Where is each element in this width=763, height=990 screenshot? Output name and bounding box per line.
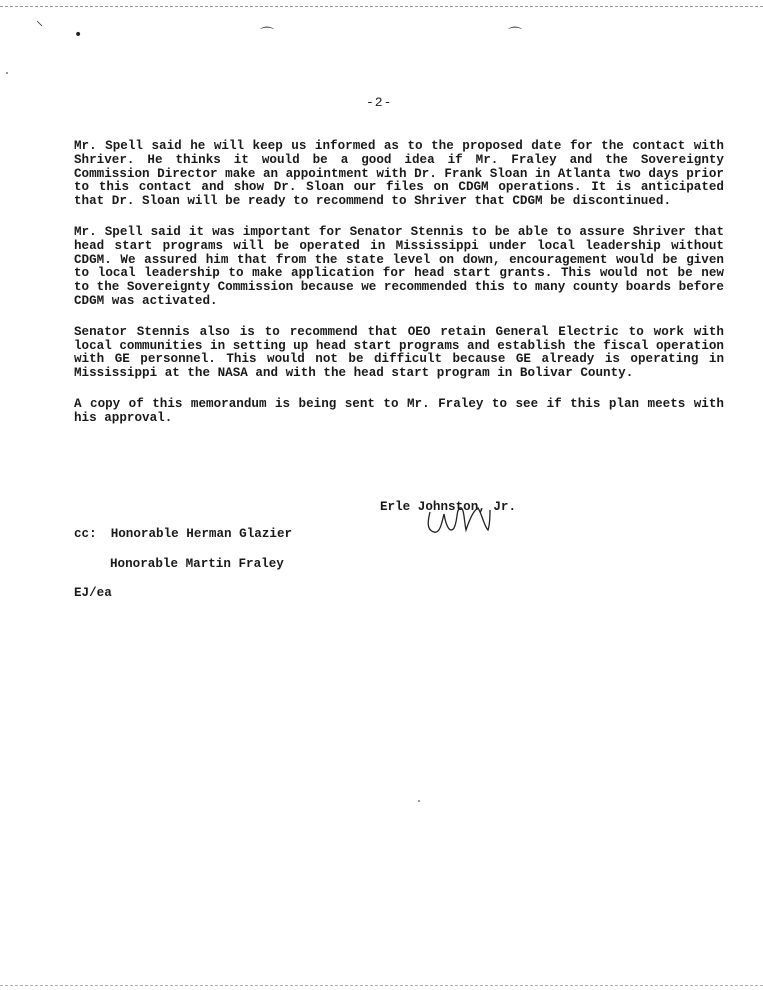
page-number: -2- [366,95,393,110]
cc-recipient: Honorable Martin Fraley [110,557,284,571]
memo-paragraph: A copy of this memorandum is being sent to Mr. Fraley to see if this plan meets with his approval. [74,396,724,425]
cc-row [74,527,292,541]
cc-label: cc: [74,527,97,541]
cc-block [74,527,292,571]
scan-mark: ⸜ [36,13,43,29]
scan-mark: ⌒ [260,27,274,43]
memo-paragraph: Senator Stennis also is to recommend that OEO retain General Electric to work with local communities in setting up head start programs and establish the fiscal operation with GE personnel. This would not be difficult because GE already is operating in Mississippi at the NASA and with the head start program in Bolivar County. [74,324,724,381]
page-bottom-edge [0,985,763,987]
memo-paragraph: Mr. Spell said he will keep us informed as to the proposed date for the contact with Shriver. He thinks it would be a good idea if Mr. Fraley and the Sovereignty Commission Director make an appointment with Dr. Frank Sloan in Atlanta two days prior to this contact and show Dr. Sloan our files on CDGM operations. It is anticipated that Dr. Sloan will be ready to recommend to Shriver that CDGM be discontinued. [74,139,724,209]
scan-mark: • [74,27,83,43]
handwritten-signature [420,500,500,540]
memo-body [74,140,724,443]
scan-speck [418,800,420,802]
page-top-edge [0,0,763,7]
signature-name: Erle Johnston, Jr. [380,500,517,514]
scan-speck [6,72,8,74]
memo-paragraph: Mr. Spell said it was important for Senator Stennis to be able to assure Shriver that head start programs will be operated in Mississippi under local leadership without CDGM. We assured him that from the state level on down, encouragement would be given to local leadership to make application for head start grants. This would not be new to the Sovereignty Commission because we recommended this to many county boards before CDGM was activated. [74,224,724,308]
cc-recipient: Honorable Herman Glazier [110,527,293,541]
typist-initials: EJ/ea [74,586,112,600]
scan-mark: ⌒ [508,27,522,43]
